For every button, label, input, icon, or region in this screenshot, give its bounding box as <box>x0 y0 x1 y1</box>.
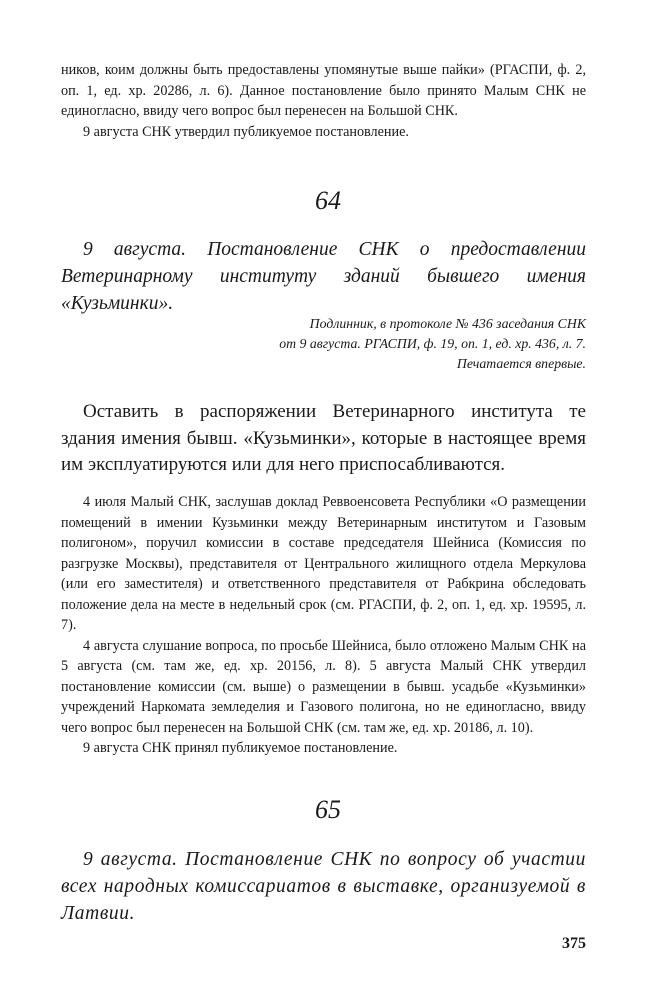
document-number: 65 <box>315 795 341 824</box>
source-line: Печатается впервые. <box>456 356 586 371</box>
document-title: 9 августа. Постановление СНК о предоставлении Ветеринарному институту зданий бывшего имения «Кузьминки». <box>61 239 586 314</box>
top-note-paragraph: ников, коим должны быть предоставлены упомянутые выше пайки» (РГАСПИ, ф. 2, оп. 1, ед. хр. 20286, л. 6). Данное постановление было принято Малым СНК не единогласно, ввиду чего вопрос был перенесен на Большой СНК. <box>61 62 586 119</box>
page-number: 375 <box>562 935 586 952</box>
top-note <box>61 60 586 142</box>
document-number: 64 <box>315 186 341 215</box>
document-title: 9 августа. Постановление СНК по вопросу об участии всех народных комиссариатов в выставке, организуемой в Латвии. <box>61 849 586 924</box>
note-paragraph: 4 июля Малый СНК, заслушав доклад Реввоенсовета Республики «О размещении помещений в имении Кузьминки между Ветеринарным институтом и Газовым полигоном», поручил комиссии в составе председателя Шейниса (Комиссия по разгрузке Москвы), представителя от Центрального жилищного отдела Меркулова (или его заместителя) и ответственного представителя от Рабкрина обследовать положение дела на месте в недельный срок (см. РГАСПИ, ф. 2, оп. 1, ед. хр. 19595, л. 7). <box>61 494 586 633</box>
archival-source <box>256 314 586 374</box>
document-text: Оставить в распоряжении Ветеринарного института те здания имения бывш. «Кузьминки», которые в настоящее время им эксплуатируются или для него приспосабливаются. <box>61 401 586 475</box>
source-line: от 9 августа. РГАСПИ, ф. 19, оп. 1, ед. хр. 436, л. 7. <box>279 336 586 351</box>
document-title-block <box>61 846 586 927</box>
source-line: Подлинник, в протоколе № 436 заседания СНК <box>309 316 586 331</box>
document-title-block <box>61 236 586 317</box>
top-note-paragraph: 9 августа СНК утвердил публикуемое постановление. <box>83 123 409 140</box>
document-notes <box>61 492 586 759</box>
document-text-block <box>61 399 586 479</box>
note-paragraph: 4 августа слушание вопроса, по просьбе Шейниса, было отложено Малым СНК на 5 августа (см. там же, ед. хр. 20156, л. 8). 5 августа Малый СНК утвердил постановление комиссии (см. выше) о размещении в бывш. усадьбе «Кузьминки» учреждений Наркомата земледелия и Газового полигона, но не единогласно, ввиду чего вопрос был перенесен на Большой СНК (см. там же, ед. хр. 20186, л. 10). <box>61 637 586 736</box>
note-paragraph: 9 августа СНК принял публикуемое постановление. <box>83 740 398 756</box>
